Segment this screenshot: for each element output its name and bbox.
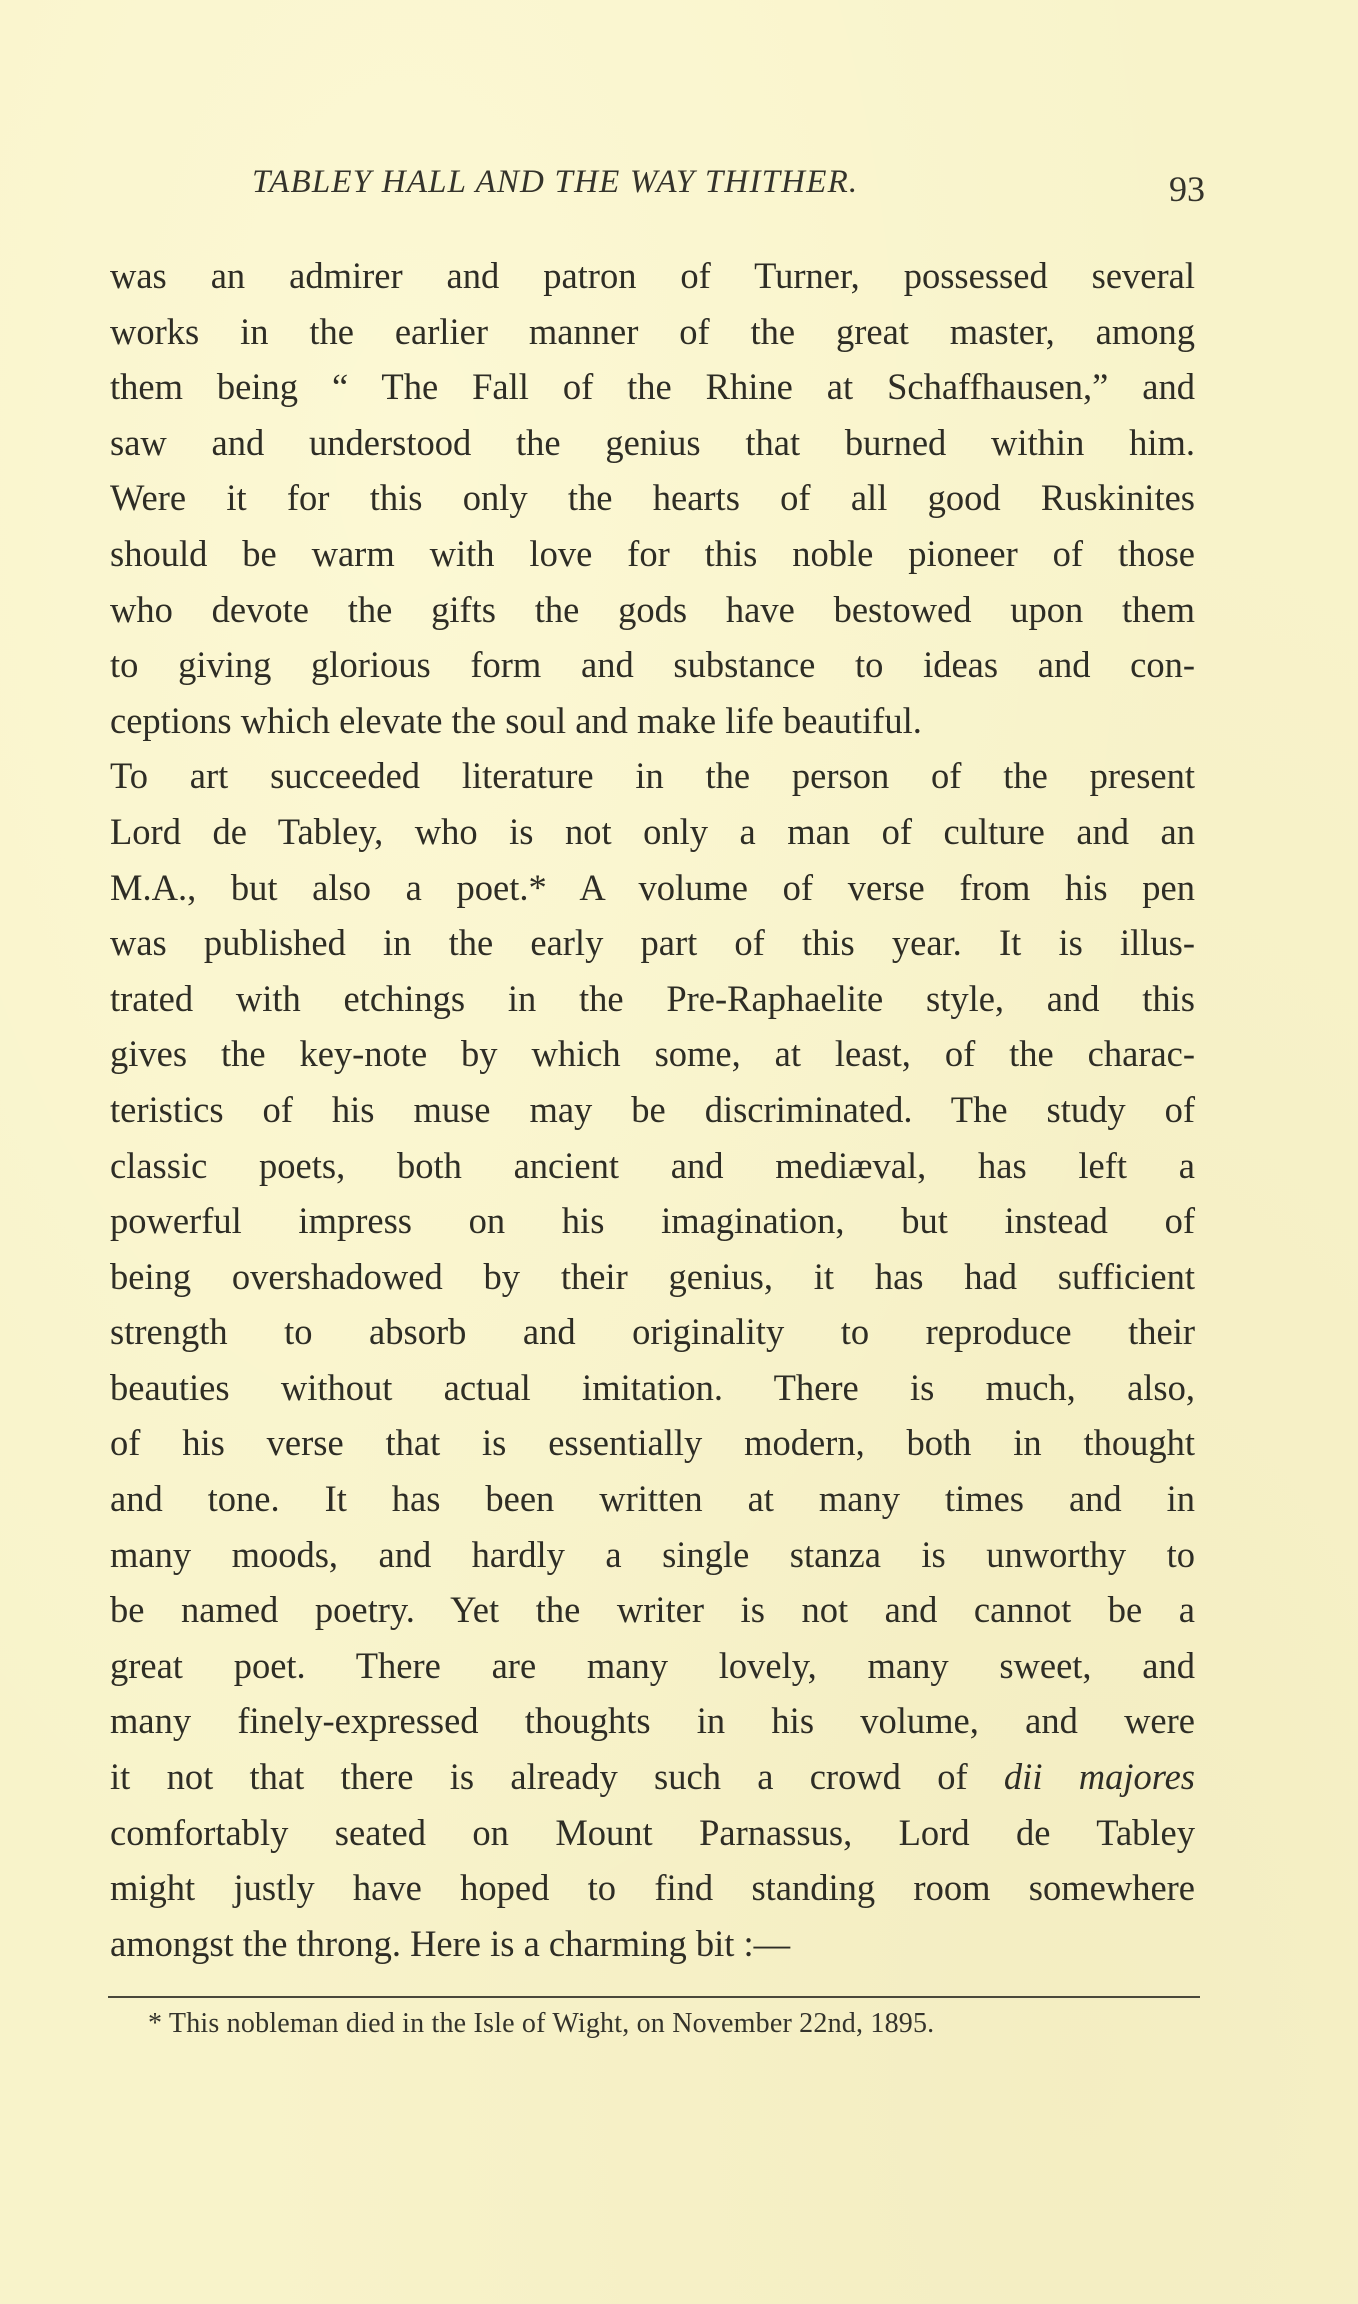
text-line: powerful impress on his imagination, but instead of <box>110 1200 1195 1242</box>
text-line: of his verse that is essentially modern, both in thought <box>110 1422 1195 1464</box>
text-line: and tone. It has been written at many times and in <box>110 1478 1195 1520</box>
text-line: might justly have hoped to find standing room somewhere <box>110 1867 1195 1909</box>
footnote: * This nobleman died in the Isle of Wight, on November 22nd, 1895. <box>148 2008 935 2039</box>
text-line: Were it for this only the hearts of all good Ruskinites <box>110 477 1195 519</box>
text-line: saw and understood the genius that burned within him. <box>110 421 1195 463</box>
body-text <box>110 248 1195 1971</box>
text-line: being overshadowed by their genius, it has had sufficient <box>110 1255 1195 1297</box>
text-line-paragraph-start <box>110 748 1195 804</box>
text-line: beauties without actual imitation. There is much, also, <box>110 1366 1195 1408</box>
text-line: many finely-expressed thoughts in his volume, and were <box>110 1700 1195 1742</box>
running-head <box>110 160 1205 210</box>
text-line-paragraph-end: ceptions which elevate the soul and make life beautiful. <box>110 699 922 741</box>
text-line: was published in the early part of this year. It is illus- <box>110 922 1195 964</box>
text-line: teristics of his muse may be discriminated. The study of <box>110 1088 1195 1130</box>
text-line: great poet. There are many lovely, many sweet, and <box>110 1644 1195 1686</box>
page-number: 93 <box>1169 169 1205 209</box>
text-line-paragraph-end: amongst the throng. Here is a charming bit :— <box>110 1922 791 1964</box>
text-line: M.A., but also a poet.* A volume of verse from his pen <box>110 866 1195 908</box>
paragraph-text: To art succeeded literature in the person of the present <box>110 755 1195 797</box>
running-title: TABLEY HALL AND THE WAY THITHER. <box>252 164 859 200</box>
text-line: Lord de Tabley, who is not only a man of culture and an <box>110 810 1195 852</box>
text-line: many moods, and hardly a single stanza is unworthy to <box>110 1533 1195 1575</box>
text-line: them being “ The Fall of the Rhine at Schaffhausen,” and <box>110 366 1195 408</box>
italic-phrase: dii majores <box>1003 1756 1195 1798</box>
text-line: trated with etchings in the Pre-Raphaelite style, and this <box>110 977 1195 1019</box>
text-line: was an admirer and patron of Turner, possessed several <box>110 255 1195 296</box>
text-line: classic poets, both ancient and mediæval, has left a <box>110 1144 1195 1186</box>
text-line: gives the key-note by which some, at least, of the charac- <box>110 1033 1195 1075</box>
text-line-with-italic <box>110 1749 1195 1805</box>
text-line: works in the earlier manner of the great master, among <box>110 310 1195 352</box>
text-line: should be warm with love for this noble pioneer of those <box>110 532 1195 574</box>
text-line: comfortably seated on Mount Parnassus, Lord de Tabley <box>110 1811 1195 1853</box>
text-line: be named poetry. Yet the writer is not and cannot be a <box>110 1589 1195 1631</box>
text-line: to giving glorious form and substance to ideas and con- <box>110 644 1195 686</box>
text-line: who devote the gifts the gods have bestowed upon them <box>110 588 1195 630</box>
text-line: strength to absorb and originality to reproduce their <box>110 1311 1195 1353</box>
footnote-divider <box>108 1996 1200 1998</box>
text-run: it not that there is already such a crowd of <box>110 1756 1004 1798</box>
